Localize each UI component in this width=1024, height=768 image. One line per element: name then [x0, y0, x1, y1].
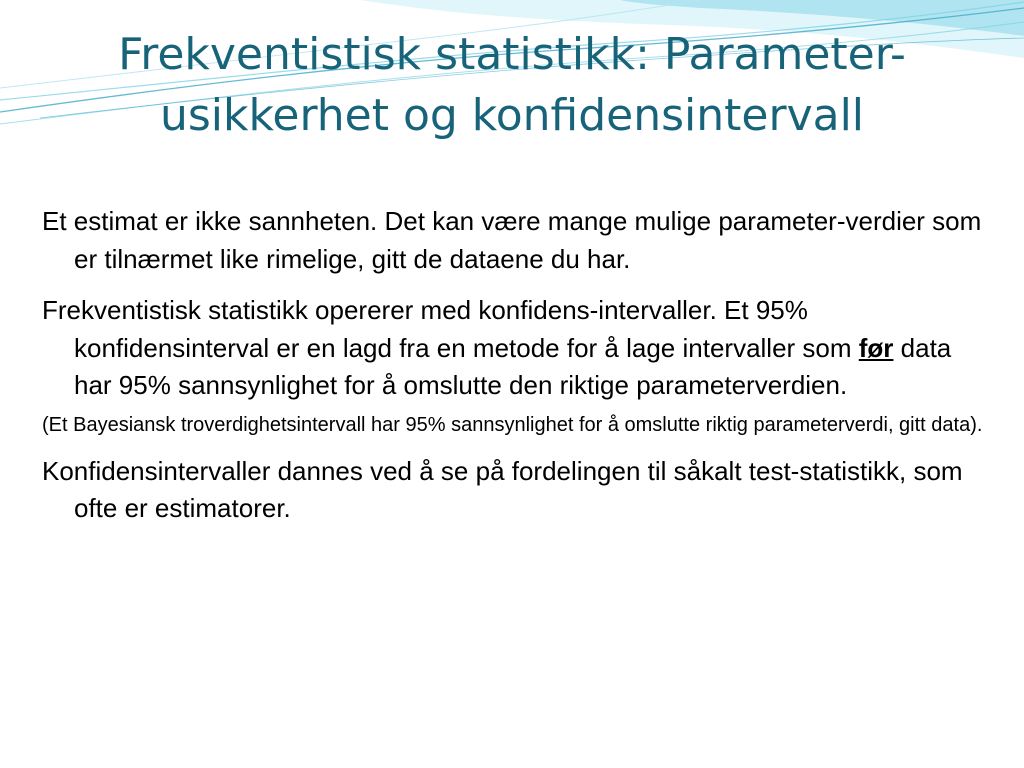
title-line-2: usikkerhet og konfidensintervall [159, 90, 865, 141]
slide-title [20, 24, 1004, 146]
paragraph-frequentist [42, 292, 992, 405]
title-line-1: Frekventistisk statistikk: Parameter- [118, 29, 906, 80]
body-content [42, 203, 992, 528]
paragraph-confidence-intervals: Konfidensintervaller dannes ved å se på fordelingen til såkalt test-statistikk, som ofte er estimatorer. [42, 455, 963, 523]
paragraph-frequentist-text: Frekventistisk statistikk opererer med konfidens-intervaller. Et 95% konfidensinterval er en lagd fra en metode for å lage intervaller som [42, 295, 859, 363]
paragraph-estimate: Et estimat er ikke sannheten. Det kan være mange mulige parameter-verdier som er tilnærmet like rimelige, gitt de dataene du har. [42, 206, 982, 274]
paragraph-bayesian-note: (Et Bayesiansk troverdighetsintervall har 95% sannsynlighet for å omslutte riktig parameterverdi, gitt data). [42, 413, 983, 436]
emphasis-before: før [858, 332, 894, 363]
paragraph-frequentist-rest: data har 95% sannsynlighet for å omslutte den riktige parameterverdien. [74, 332, 952, 400]
